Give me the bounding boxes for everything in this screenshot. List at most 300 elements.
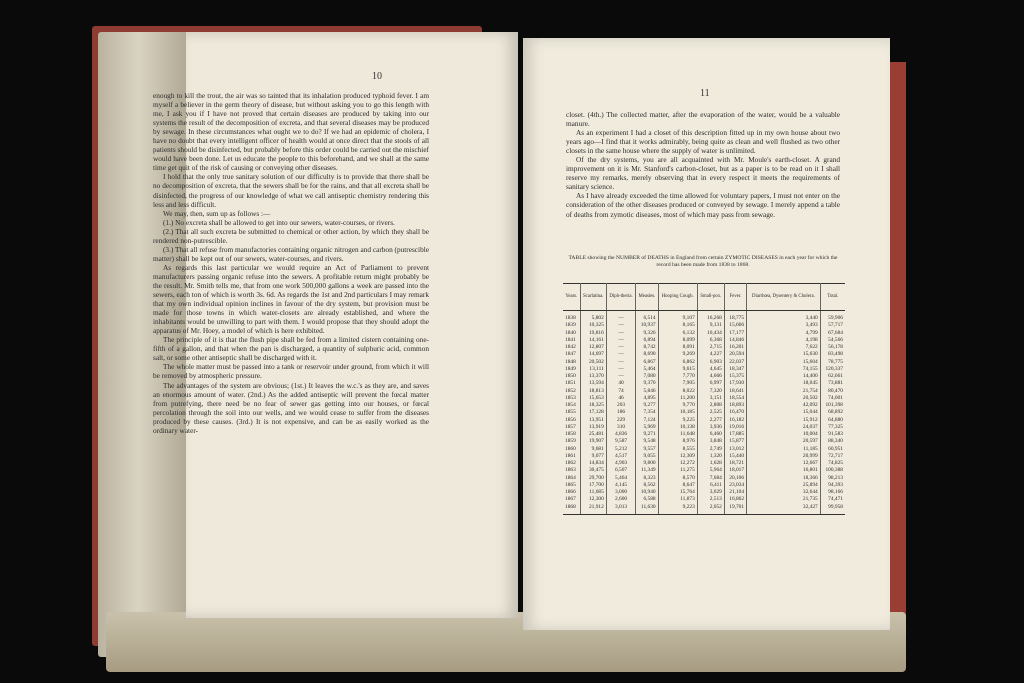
table-cell: 15,653 — [580, 395, 606, 402]
table-cell: 29,700 — [580, 475, 606, 482]
table-cell: 80,470 — [828, 387, 843, 394]
table-cell: 56,178 — [828, 344, 843, 350]
column-header: Scarlatina. — [580, 284, 606, 311]
table-row — [563, 453, 845, 460]
table-cell: 101,398 — [825, 402, 843, 408]
table-cell: 14,400 — [747, 373, 821, 380]
table-cell: 4,895 — [636, 395, 658, 402]
table-cell: 83,498 — [828, 351, 843, 358]
column-header: Diph-theria. — [606, 284, 635, 311]
table-cell: 16,201 — [724, 344, 746, 351]
table-cell: 57,717 — [828, 322, 843, 329]
table-cell: 19,907 — [580, 438, 606, 445]
table-cell: — — [606, 359, 635, 366]
table-cell: 6,867 — [636, 359, 658, 366]
table-cell: 16,862 — [724, 496, 746, 503]
table-cell: 74 — [606, 388, 635, 395]
table-cell: 11,185 — [747, 446, 821, 453]
table-cell: 21,912 — [580, 504, 606, 515]
table-cell: 42,092 — [747, 402, 821, 409]
left-page-paragraph: I hold that the only true sanitary solution of our difficulty is to provide that there shall be no decomposition of excreta, that the sewers shall be for the rains, and that all excreta shall be disinfected, the progress of our knowledge of what we call antiseptic chemistry rendering this less and less difficult. — [153, 172, 429, 209]
table-row — [563, 446, 845, 453]
table-caption: TABLE showing the NUMBER of DEATHS in England from certain ZYMOTIC DISEASES in each year for which the record has been made from 1838 to 1868. — [568, 255, 838, 268]
column-header: Measles. — [636, 284, 658, 311]
table-cell: 21,754 — [747, 388, 821, 395]
table-row — [563, 380, 845, 387]
table-row — [563, 322, 845, 329]
table-row — [563, 351, 845, 358]
table-cell: 9,681 — [580, 446, 606, 453]
table-cell: 6,588 — [636, 496, 658, 503]
table-cell: 9,370 — [636, 380, 658, 387]
table-row — [563, 388, 845, 395]
table-cell: 9,077 — [580, 453, 606, 460]
table-cell: 4,799 — [747, 330, 821, 337]
table-cell: 1856 — [563, 417, 580, 424]
table-cell: 1857 — [563, 424, 580, 431]
table-cell: 9,800 — [636, 460, 658, 467]
table-cell: 5,212 — [606, 446, 635, 453]
table-cell: — — [606, 366, 635, 373]
table-row — [563, 395, 845, 402]
table-cell: 12,667 — [747, 460, 821, 467]
table-cell: 7,080 — [636, 373, 658, 380]
table-cell: 30,475 — [580, 467, 606, 474]
table-cell: 17,128 — [580, 409, 606, 416]
left-page-paragraph: The whole matter must be passed into a tank or reservoir under ground, from which it will be removed by atmospheric pressure. — [153, 362, 429, 381]
table-cell: 10,004 — [747, 431, 821, 438]
table-cell: — — [606, 337, 635, 344]
table-cell: 13,012 — [724, 446, 746, 453]
table-row — [563, 366, 845, 373]
table-cell: 15,440 — [724, 453, 746, 460]
table-cell: 3,848 — [697, 438, 724, 445]
table-cell: 9,055 — [636, 453, 658, 460]
table-cell: 17,700 — [580, 482, 606, 489]
table-cell: 3,936 — [697, 424, 724, 431]
table-cell: 18,813 — [580, 388, 606, 395]
table-cell: 16,470 — [724, 409, 746, 416]
table-cell: 8,555 — [658, 446, 697, 453]
table-cell: 1862 — [563, 460, 580, 467]
table-cell: 12,300 — [580, 496, 606, 503]
table-cell: 21,735 — [747, 496, 821, 503]
table-cell: 11,873 — [658, 496, 697, 503]
table-cell: 9,131 — [697, 322, 724, 329]
table-cell: 10,325 — [580, 322, 606, 329]
table-cell: 74,825 — [828, 460, 843, 466]
table-cell: 1850 — [563, 373, 580, 380]
table-cell: 11,685 — [580, 489, 606, 496]
left-page-paragraph: (1.) No excreta shall be allowed to get into our sewers, water-courses, or rivers. — [163, 217, 395, 227]
table-row — [563, 311, 845, 323]
table-cell: 1867 — [563, 496, 580, 503]
table-cell: 11,200 — [658, 395, 697, 402]
table-cell: 67,684 — [828, 329, 843, 336]
table-cell: 9,770 — [658, 402, 697, 409]
table-cell: 6,514 — [636, 311, 658, 323]
table-row — [563, 359, 845, 366]
table-cell: 14,846 — [724, 337, 746, 344]
table-row — [563, 373, 845, 380]
table-row — [563, 431, 845, 438]
table-cell: 1,320 — [697, 453, 724, 460]
table-cell: 18,554 — [724, 395, 746, 402]
table-cell: 9,223 — [658, 504, 697, 515]
table-cell: 18,893 — [724, 402, 746, 409]
table-row — [563, 330, 845, 337]
left-page-paragraph: enough to kill the trout, the air was so tainted that its inhalation produced typhoid fever. I am myself a believer in the germ theory of disease, but without asking you to go this length with me, I ask you if I have not proved that certain diseases are produced by taking into our systems the result of the decomposition of excreta, and that several diseases may be produced by sewage. In these circumstances what ought we to do? If we had an epidemic of cholera, I have no doubt that every intelligent officer of health would at once direct that the stools of all patients should be disinfected, but probably before this order could be carried out the mischief would have been done. Let us educate the people to this beforehand, and we shall at the same time get quit of the risk of causing or conveying other diseases. — [153, 91, 429, 173]
table-cell: 10,434 — [697, 330, 724, 337]
table-cell: 18,325 — [580, 402, 606, 409]
column-header: Fever. — [724, 284, 746, 311]
table-cell: 9,587 — [606, 438, 635, 445]
table-cell: 8,022 — [658, 388, 697, 395]
table-cell: 5,464 — [636, 366, 658, 373]
table-cell: 8,091 — [658, 344, 697, 351]
table-cell: 72,717 — [828, 452, 843, 459]
table-cell: — — [606, 373, 635, 380]
table-cell: 1841 — [563, 337, 580, 344]
table-cell: 1859 — [563, 438, 580, 445]
table-cell: 98,166 — [828, 489, 843, 495]
right-page-paragraph: Of the dry systems, you are all acquainted with Mr. Moule's earth-closet. A grand improvement on it is Mr. Stanford's carbon-closet, but as a paper is to be read on it I shall reserve my remarks, merely observing that in every respect it meets the requirements of sanitary science. — [566, 155, 840, 192]
table-cell: 16,268 — [697, 311, 724, 323]
table-cell: 10,937 — [636, 322, 658, 329]
table-cell: 2,715 — [697, 344, 724, 351]
column-header: Total. — [820, 284, 845, 311]
table-cell: 1848 — [563, 359, 580, 366]
table-cell: — — [606, 322, 635, 329]
table-cell: 17,177 — [724, 330, 746, 337]
left-page-paragraph: We may, then, sum up as follows :— — [163, 208, 271, 218]
table-cell: 9,615 — [658, 366, 697, 373]
table-cell: 7,320 — [697, 388, 724, 395]
table-cell: 9,326 — [636, 330, 658, 337]
table-cell: 20,597 — [747, 438, 821, 445]
column-header: Small-pox. — [697, 284, 724, 311]
table-cell: 4,666 — [697, 373, 724, 380]
table-cell: 11,648 — [658, 431, 697, 438]
table-cell: 15,630 — [747, 351, 821, 358]
table-cell: 98,213 — [828, 474, 843, 481]
table-cell: 3,029 — [697, 489, 724, 496]
table-cell: 9,548 — [636, 438, 658, 445]
table-cell: 8,099 — [658, 337, 697, 344]
table-cell: 1853 — [563, 395, 580, 402]
table-cell: 46 — [606, 395, 635, 402]
left-page-number: 10 — [372, 71, 382, 82]
table-cell: 203 — [606, 402, 635, 409]
table-cell: 1,628 — [697, 460, 724, 467]
right-page-body — [566, 110, 840, 219]
table-cell: 15,912 — [747, 417, 821, 424]
table-cell: 13,951 — [580, 417, 606, 424]
table-cell: 20,502 — [747, 395, 821, 402]
table-row — [563, 409, 845, 416]
left-page-paragraph: (3.) That all refuse from manufactories containing organic nitrogen and carbon (putrescible matter) shall be kept out of our sewers, water-courses, and rivers. — [153, 244, 429, 263]
table-cell: 59,906 — [828, 315, 843, 321]
table-cell: 88,340 — [828, 438, 843, 445]
table-cell: 15,044 — [747, 409, 821, 416]
table-cell: 32,644 — [747, 489, 821, 496]
table-cell: 12,309 — [658, 453, 697, 460]
table-cell: 78,775 — [828, 358, 843, 365]
table-cell: 1865 — [563, 482, 580, 489]
table-cell: 6,460 — [697, 431, 724, 438]
table-cell: 1868 — [563, 504, 580, 515]
table-cell: 7,124 — [636, 417, 658, 424]
table-cell: 1842 — [563, 344, 580, 351]
table-cell: 13,594 — [580, 380, 606, 387]
table-cell: 77,325 — [828, 423, 843, 430]
table-row — [563, 460, 845, 467]
column-header: Years. — [563, 284, 580, 311]
table-cell: 14,697 — [580, 351, 606, 358]
table-cell: 7,770 — [658, 373, 697, 380]
table-cell: 10,185 — [658, 409, 697, 416]
table-row — [563, 417, 845, 424]
table-cell: — — [606, 330, 635, 337]
table-cell: 7,905 — [658, 380, 697, 387]
table-cell: 6,132 — [658, 330, 697, 337]
table-cell: 12,807 — [580, 344, 606, 351]
table-cell: 9,557 — [636, 446, 658, 453]
table-cell: 186 — [606, 409, 635, 416]
table-cell: 6,411 — [697, 482, 724, 489]
table-cell: 3,000 — [606, 489, 635, 496]
table-cell: 5,846 — [636, 388, 658, 395]
table-cell: 9,277 — [636, 402, 658, 409]
table-cell: 60,951 — [828, 445, 843, 452]
table-cell: 40 — [606, 380, 635, 387]
table-cell: 5,964 — [697, 467, 724, 474]
table-cell: 16,182 — [724, 417, 746, 424]
table-cell: 6,862 — [658, 359, 697, 366]
table-cell: 3,440 — [747, 311, 821, 323]
left-page-paragraph: The principle of it is that the flush pipe shall be fed from a limited cistern containing one-fifth of a gallon, and that when the pan is discharged, a quantity of sulphuric acid, common salt, or some other antiseptic shall be discharged with it. — [153, 335, 429, 363]
table-cell: 12,272 — [658, 460, 697, 467]
table-cell: 1864 — [563, 475, 580, 482]
table-cell: 19,016 — [724, 424, 746, 431]
table-cell: 20,999 — [747, 453, 821, 460]
table-cell: — — [606, 311, 635, 323]
table-cell: 18,641 — [724, 388, 746, 395]
table-cell: 7,354 — [636, 409, 658, 416]
table-cell: 24,037 — [747, 424, 821, 431]
column-header: Diarrhœa, Dysentery & Cholera. — [747, 284, 821, 311]
table-cell: 120,337 — [825, 365, 843, 372]
table-cell: 74,155 — [747, 366, 821, 373]
table-cell: 19,701 — [724, 504, 746, 515]
left-page-paragraph: The advantages of the system are obvious; (1st.) It leaves the w.c.'s as they are, and saves an enormous amount of water. (2nd.) As the added antiseptic will prevent the fœcal matter from putrefying, there need be no fear of sewer gas getting into our houses, or fœcal percolation through the soil into our wells, and we would cease to suffer from the diseases produced by these causes. (3rd.) It is not expensive, and can be as easily worked as the ordinary water- — [153, 380, 429, 435]
table-cell: 100,388 — [825, 467, 843, 474]
table-cell: 17,930 — [724, 380, 746, 387]
table-cell: 9,271 — [636, 431, 658, 438]
table-cell: 15,877 — [724, 438, 746, 445]
table-cell: 310 — [606, 424, 635, 431]
table-cell: 5,802 — [580, 311, 606, 323]
table-cell: 1838 — [563, 311, 580, 323]
table-cell: 8,647 — [658, 482, 697, 489]
table-cell: 4,517 — [606, 453, 635, 460]
table-cell: 74,471 — [828, 496, 843, 503]
table-cell: 6,894 — [636, 337, 658, 344]
table-cell: 17,885 — [724, 431, 746, 438]
table-cell: 18,366 — [747, 475, 821, 482]
right-page-paragraph: closet. (4th.) The collected matter, after the evaporation of the water, would be a valuable manure. — [566, 110, 840, 129]
table-row — [563, 344, 845, 351]
table-cell: 14,161 — [580, 337, 606, 344]
table-cell: 3,151 — [697, 395, 724, 402]
table-cell: 1861 — [563, 453, 580, 460]
table-cell: 21,104 — [724, 489, 746, 496]
table-cell: — — [606, 351, 635, 358]
table-cell: 2,808 — [697, 402, 724, 409]
table-cell: 1858 — [563, 431, 580, 438]
table-cell: 10,940 — [636, 489, 658, 496]
table-row — [563, 496, 845, 503]
table-cell: 18,347 — [724, 366, 746, 373]
table-header-row — [563, 284, 845, 311]
table-cell: 18,045 — [747, 380, 821, 387]
column-header: Hooping Cough. — [658, 284, 697, 311]
table-cell: 10,138 — [658, 424, 697, 431]
table-cell: 8,742 — [636, 344, 658, 351]
table-cell: 62,661 — [828, 373, 843, 379]
table-row — [563, 504, 845, 515]
left-page-body — [153, 91, 429, 435]
table-cell: 7,684 — [697, 475, 724, 482]
table-cell: 9,269 — [658, 351, 697, 358]
table-cell: 32,427 — [747, 504, 821, 515]
book-cover-right — [890, 62, 906, 642]
table-cell: 11,630 — [636, 504, 658, 515]
table-cell: 99,958 — [820, 504, 845, 515]
table-cell: 11,275 — [658, 467, 697, 474]
right-page-paragraph: As an experiment I had a closet of this description fitted up in my own house about two years ago—I find that it works admirably, being quite as clean and well flushed as two other closets in the same house where the supply of water is unlimited. — [566, 128, 840, 156]
table-cell: 73,881 — [828, 380, 843, 387]
table-cell: 2,277 — [697, 417, 724, 424]
table-cell: 3,493 — [747, 322, 821, 329]
table-cell: 18,017 — [724, 467, 746, 474]
table-cell: 1839 — [563, 322, 580, 329]
table-cell: 91,583 — [828, 431, 843, 437]
table-cell: 4,227 — [697, 351, 724, 358]
table-cell: 9,107 — [658, 311, 697, 323]
table-cell: 54,566 — [828, 336, 843, 343]
table-cell: 2,052 — [697, 504, 724, 515]
table-cell: 64,880 — [828, 416, 843, 423]
table-cell: 4,836 — [606, 431, 635, 438]
table-cell: 20,594 — [724, 351, 746, 358]
table-cell: 1863 — [563, 467, 580, 474]
table-cell: 5,464 — [606, 475, 635, 482]
table-cell: 2,525 — [697, 409, 724, 416]
table-cell: 20,502 — [580, 359, 606, 366]
table-cell: 229 — [606, 417, 635, 424]
table-cell: 9,225 — [658, 417, 697, 424]
table-cell: 11,349 — [636, 467, 658, 474]
table-cell: 1849 — [563, 366, 580, 373]
table-cell: 8,165 — [658, 322, 697, 329]
table-cell: 15,604 — [747, 359, 821, 366]
table-cell: 20,106 — [724, 475, 746, 482]
table-cell: 8,562 — [636, 482, 658, 489]
table-cell: 5,969 — [636, 424, 658, 431]
table-cell: 2,513 — [697, 496, 724, 503]
table-row — [563, 438, 845, 445]
left-page-paragraph: (2.) That all such excreta be submitted to chemical or other action, by which they shall be rendered non-putrescible. — [153, 226, 429, 245]
table-cell: 7,622 — [747, 344, 821, 351]
table-cell: 1851 — [563, 380, 580, 387]
table-cell: 18,721 — [724, 460, 746, 467]
table-cell: 6,368 — [697, 337, 724, 344]
table-cell: 23,034 — [724, 482, 746, 489]
table-cell: 14,834 — [580, 460, 606, 467]
table-cell: 16,801 — [747, 467, 821, 474]
table-cell: 1852 — [563, 388, 580, 395]
right-page-paragraph: As I have already exceeded the time allowed for voluntary papers, I must not enter on the consideration of the other diseases produced or conveyed by sewage. I merely append a table of deaths from zymotic diseases, most of which may pass from sewage. — [566, 191, 840, 219]
table-cell: 8,690 — [636, 351, 658, 358]
table-cell: 1860 — [563, 446, 580, 453]
table-cell: 6,507 — [606, 467, 635, 474]
table-row — [563, 402, 845, 409]
table-row — [563, 424, 845, 431]
table-cell: 2,600 — [606, 496, 635, 503]
table-row — [563, 337, 845, 344]
table-cell: 8,976 — [658, 438, 697, 445]
table-cell: 6,997 — [697, 380, 724, 387]
table-cell: 8,323 — [636, 475, 658, 482]
table-cell: 15,764 — [658, 489, 697, 496]
left-page-paragraph: As regards this last particular we would require an Act of Parliament to prevent manufacturers passing organic refuse into the sewers. A profitable return might probably be the result. Mr. Smith tells me, that from one work 500,000 gallons a week are passed into the sewers, each ton of which is worth 3s. 6d. As regards the 1st and 2nd particulars I may remark that my own individual opinion inclines in favour of the dry system, but provision must be made for those towns in which water-closets are already established, and where the inhabitants would be unwilling to part with them. I would propose that they should adopt the apparatus of Mr. Hoey, a model of which is here exhibited. — [153, 262, 429, 336]
table-row — [563, 467, 845, 474]
table-row — [563, 489, 845, 496]
table-cell: 25,481 — [580, 431, 606, 438]
table-cell: 68,892 — [828, 409, 843, 416]
table-cell: 94,393 — [828, 481, 843, 488]
table-cell: 74,001 — [828, 394, 843, 401]
table-cell: 13,370 — [580, 373, 606, 380]
table-cell: 8,570 — [658, 475, 697, 482]
table-row — [563, 482, 845, 489]
table-cell: 1847 — [563, 351, 580, 358]
table-cell: 1840 — [563, 330, 580, 337]
table-cell: 4,145 — [606, 482, 635, 489]
table-cell: 22,037 — [724, 359, 746, 366]
table-cell: 1855 — [563, 409, 580, 416]
table-cell: 15,375 — [724, 373, 746, 380]
right-page-number: 11 — [700, 88, 710, 99]
table-cell: 18,775 — [724, 311, 746, 323]
zymotic-deaths-table — [563, 283, 845, 515]
table-cell: 15,666 — [724, 322, 746, 329]
table-cell: 3,013 — [606, 504, 635, 515]
table-cell: 4,198 — [747, 337, 821, 344]
table-cell: 13,919 — [580, 424, 606, 431]
table-cell: 13,111 — [580, 366, 606, 373]
table-cell: 1866 — [563, 489, 580, 496]
table-cell: 4,645 — [697, 366, 724, 373]
table-body — [563, 311, 845, 515]
table-row — [563, 475, 845, 482]
table-cell: 1854 — [563, 402, 580, 409]
table-cell: 2,749 — [697, 446, 724, 453]
table-cell: 6,903 — [697, 359, 724, 366]
table-cell: — — [606, 344, 635, 351]
table-cell: 19,816 — [580, 330, 606, 337]
